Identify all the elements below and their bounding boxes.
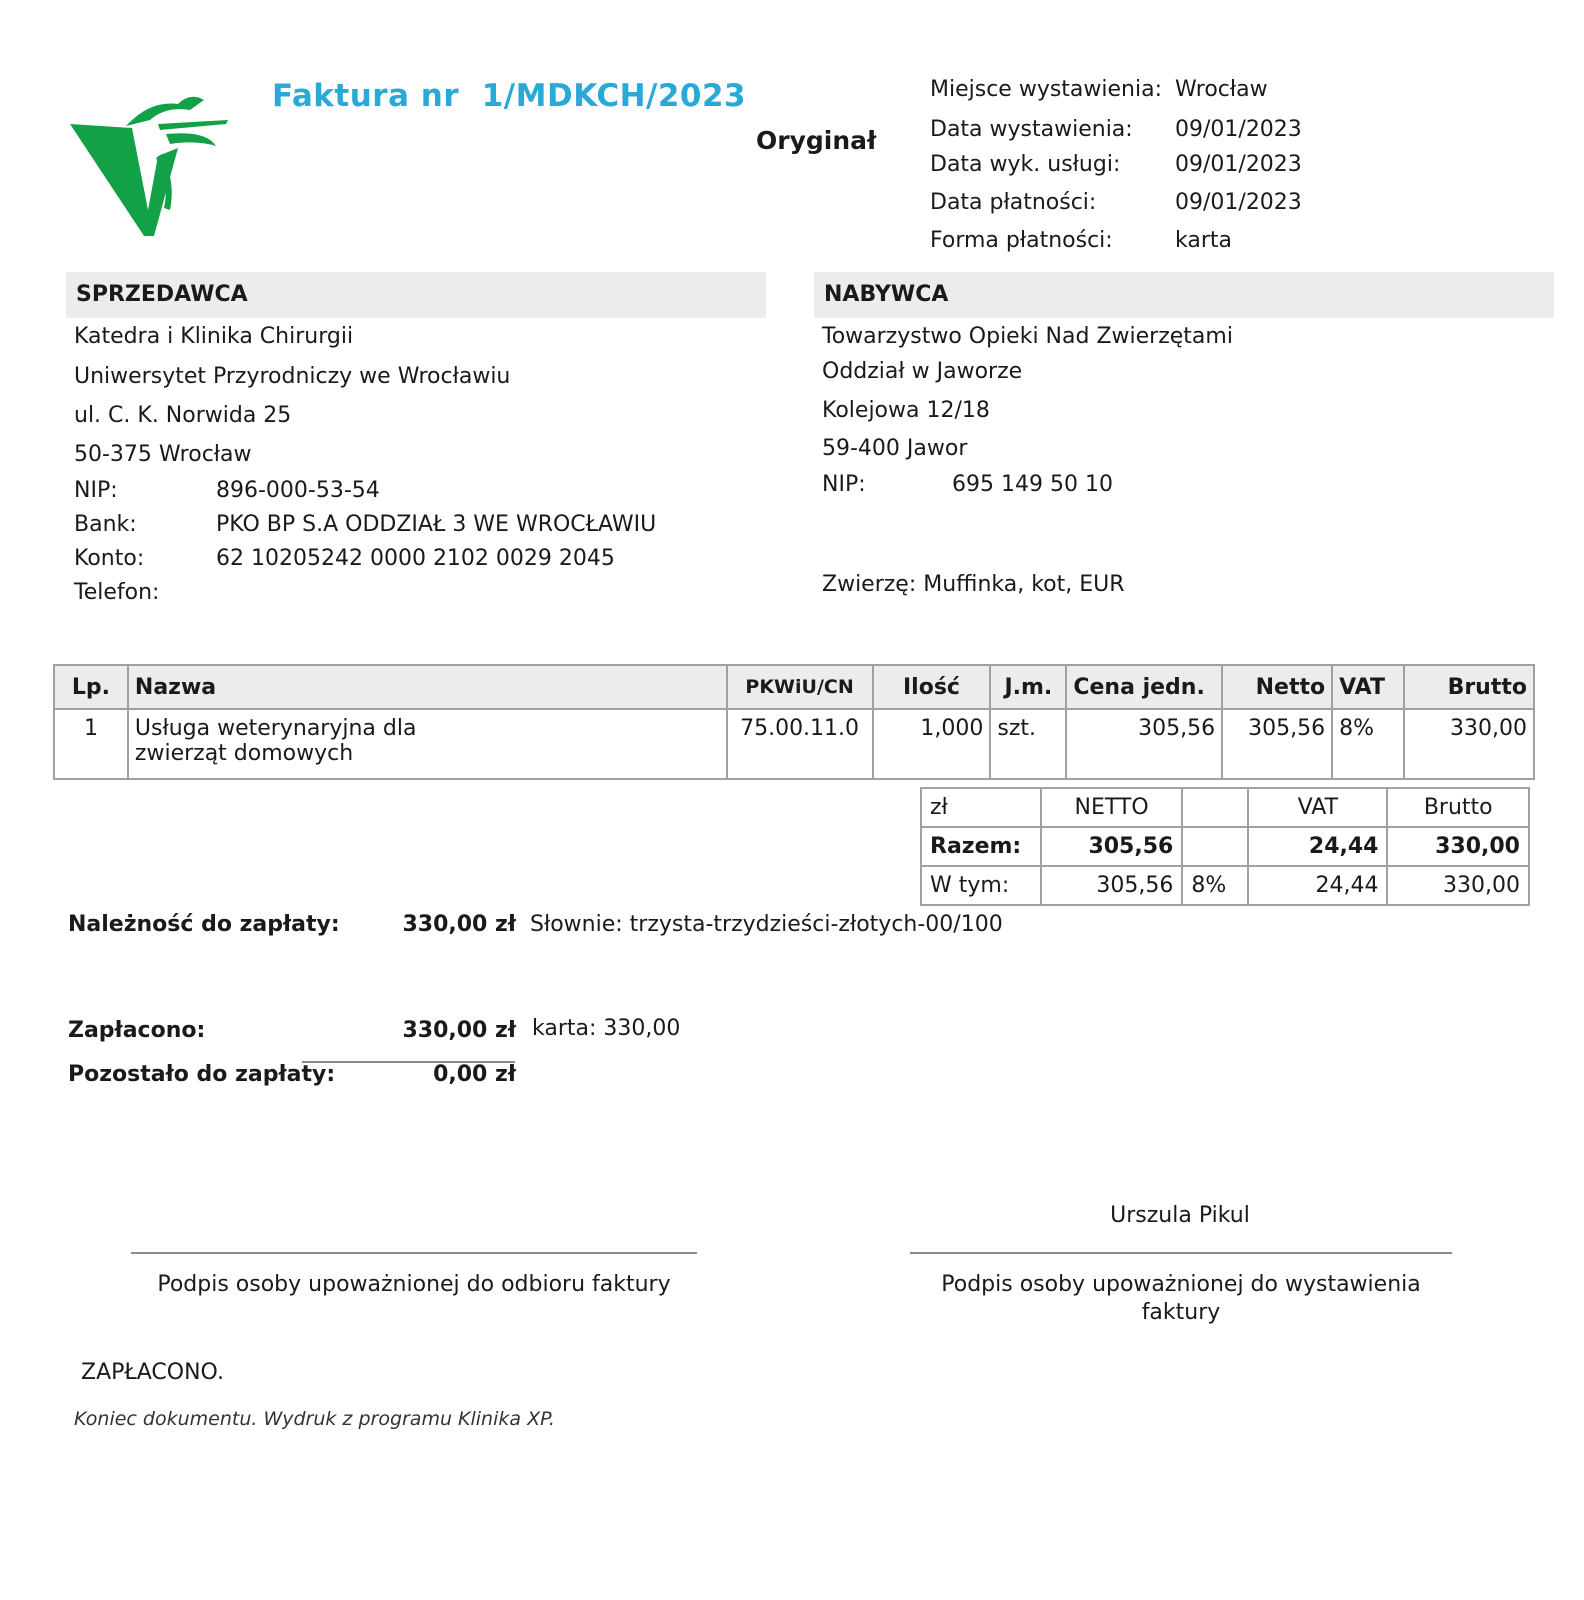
issuer-signature-caption-line1: Podpis osoby upoważnionej do wystawienia [941, 1272, 1421, 1297]
signature-line-issuer [910, 1252, 1452, 1254]
summary-table [920, 787, 1530, 906]
col-header: Netto [1222, 665, 1332, 709]
col-header: VAT [1332, 665, 1404, 709]
paid-method: karta: 330,00 [532, 1016, 681, 1041]
issuer-signature-caption-line2: faktury [1141, 1300, 1221, 1325]
paid-value: 330,00 zł [402, 1018, 516, 1043]
paid-stamp: ZAPŁACONO. [81, 1360, 224, 1385]
item-qty: 1,000 [873, 709, 991, 779]
col-header: J.m. [990, 665, 1066, 709]
meta-value: 09/01/2023 [1175, 190, 1302, 215]
copy-label: Oryginał [756, 126, 877, 155]
seller-field-label: NIP: [74, 478, 118, 503]
summary-detail-netto: 305,56 [1041, 866, 1182, 905]
summary-detail-row [921, 866, 1529, 905]
col-header: Ilość [873, 665, 991, 709]
seller-line: Uniwersytet Przyrodniczy we Wrocławiu [74, 364, 511, 389]
buyer-nip: 695 149 50 10 [952, 472, 1113, 497]
seller-line: Katedra i Klinika Chirurgii [74, 324, 354, 349]
summary-total-label: Razem: [921, 827, 1041, 866]
meta-value: 09/01/2023 [1175, 152, 1302, 177]
summary-detail-brutto: 330,00 [1387, 866, 1529, 905]
issuer-name: Urszula Pikul [1110, 1203, 1250, 1228]
seller-field-label: Bank: [74, 512, 137, 537]
col-header: Lp. [54, 665, 128, 709]
summary-detail-label: W tym: [921, 866, 1041, 905]
meta-label: Data wystawienia: [930, 117, 1133, 142]
buyer-nip-label: NIP: [822, 472, 866, 497]
buyer-line: 59-400 Jawor [822, 436, 968, 461]
seller-heading: SPRZEDAWCA [66, 272, 766, 318]
col-header: PKWiU/CN [727, 665, 873, 709]
col-header: Nazwa [128, 665, 727, 709]
item-vat: 8% [1332, 709, 1404, 779]
summary-header [1182, 788, 1248, 827]
meta-value: karta [1175, 228, 1232, 253]
amount-due-label: Należność do zapłaty: [68, 912, 340, 937]
item-name-line1: Usługa weterynaryjna dla [134, 716, 417, 741]
meta-label: Miejsce wystawienia: [930, 77, 1162, 102]
seller-line: 50-375 Wrocław [74, 442, 252, 467]
end-note: Koniec dokumentu. Wydruk z programu Klinika XP. [74, 1408, 555, 1430]
meta-value: 09/01/2023 [1175, 117, 1302, 142]
item-unit: szt. [990, 709, 1066, 779]
items-table [53, 664, 1535, 780]
amount-due-value: 330,00 zł [402, 912, 516, 937]
meta-label: Data wyk. usługi: [930, 152, 1121, 177]
item-lp: 1 [54, 709, 128, 779]
items-header-row [54, 665, 1534, 709]
buyer-line: Towarzystwo Opieki Nad Zwierzętami [822, 324, 1233, 349]
buyer-line: Oddział w Jaworze [822, 359, 1023, 384]
seller-line: ul. C. K. Norwida 25 [74, 403, 292, 428]
summary-header: Brutto [1387, 788, 1529, 827]
summary-total-brutto: 330,00 [1387, 827, 1529, 866]
seller-account: 62 10205242 0000 2102 0029 2045 [216, 546, 615, 571]
table-row [54, 709, 1534, 779]
item-brutto: 330,00 [1404, 709, 1534, 779]
signature-line-receiver [131, 1252, 697, 1254]
clinic-logo [66, 86, 234, 238]
summary-total-rate [1182, 827, 1248, 866]
seller-field-label: Konto: [74, 546, 145, 571]
remaining-value: 0,00 zł [433, 1062, 516, 1087]
seller-nip: 896-000-53-54 [216, 478, 380, 503]
summary-detail-vat: 24,44 [1248, 866, 1387, 905]
item-name-line2: zwierząt domowych [134, 741, 354, 766]
seller-field-label: Telefon: [74, 580, 160, 605]
summary-detail-rate: 8% [1182, 866, 1248, 905]
summary-header-row [921, 788, 1529, 827]
meta-label: Data płatności: [930, 190, 1097, 215]
summary-total-netto: 305,56 [1041, 827, 1182, 866]
meta-label: Forma płatności: [930, 228, 1113, 253]
item-pkwiu: 75.00.11.0 [727, 709, 873, 779]
item-name [128, 709, 727, 779]
summary-header: VAT [1248, 788, 1387, 827]
item-price: 305,56 [1066, 709, 1222, 779]
col-header: Cena jedn. [1066, 665, 1222, 709]
meta-value: Wrocław [1175, 77, 1268, 102]
col-header: Brutto [1404, 665, 1534, 709]
animal-info: Zwierzę: Muffinka, kot, EUR [822, 572, 1125, 597]
invoice-title: Faktura nr 1/MDKCH/2023 [272, 78, 747, 114]
summary-total-vat: 24,44 [1248, 827, 1387, 866]
item-netto: 305,56 [1222, 709, 1332, 779]
summary-header: NETTO [1041, 788, 1182, 827]
summary-header: zł [921, 788, 1041, 827]
receiver-signature-caption: Podpis osoby upoważnionej do odbioru faktury [157, 1272, 671, 1297]
amount-in-words: Słownie: trzysta-trzydzieści-złotych-00/100 [530, 912, 1003, 937]
remaining-label: Pozostało do zapłaty: [68, 1062, 336, 1087]
paid-label: Zapłacono: [68, 1018, 206, 1043]
buyer-heading: NABYWCA [814, 272, 1554, 318]
summary-total-row [921, 827, 1529, 866]
buyer-line: Kolejowa 12/18 [822, 398, 990, 423]
seller-bank: PKO BP S.A ODDZIAŁ 3 WE WROCŁAWIU [216, 512, 657, 537]
